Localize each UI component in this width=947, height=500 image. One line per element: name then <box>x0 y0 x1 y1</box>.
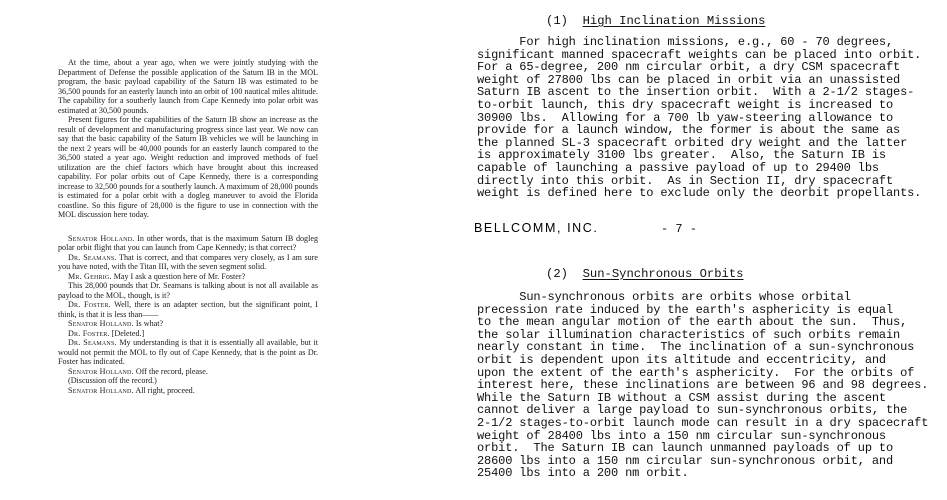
section-2-line: 25400 lbs into a 200 nm orbit. <box>477 466 689 481</box>
section-2-number: (2) <box>546 267 568 281</box>
section-1-body <box>477 36 921 200</box>
speaker-text: Well, there is an adapter section, but the significant point, I think, is that it is less than—— <box>58 300 318 319</box>
section-1-line: weight is defined here to exclude only the deorbit propellants. <box>477 186 922 201</box>
section-1-line: to-orbit launch, this dry spacecraft weight is increased to <box>477 97 894 112</box>
section-2-line: to the mean angular motion of the earth about the sun. Thus, <box>477 315 908 330</box>
transcript-paragraph-1: At the time, about a year ago, when we were jointly studying with the Department of Defense the possible application of the Saturn IB in the MOL program, the basic payload capability of the Saturn IB was estimated to be 36,500 pounds for an easterly launch into an orbit of 100 nautical miles altitude. The capability for a southerly launch from Cape Kennedy into polar orbit was estimated at 30,500 pounds. <box>58 58 318 115</box>
speaker-name: Senator Holland. <box>68 366 134 376</box>
section-2-body <box>477 291 928 480</box>
section-2-line: cannot deliver a large payload to sun-synchronous orbits, the <box>477 403 908 418</box>
section-2-line: nearly constant in time. The inclination of a sun-synchronous <box>477 340 915 355</box>
dialogue-line <box>58 338 318 367</box>
section-2-line: weight of 28400 lbs into a 150 nm circular sun-synchronous <box>477 428 886 443</box>
section-1-line: 30900 lbs. Allowing for a 700 lb yaw-steering allowance to <box>477 110 894 125</box>
speaker-text: May I ask a question here of Mr. Foster? <box>113 271 246 281</box>
speaker-text: My understanding is that it is essentially all available, but it would not permit the MOL to fly out of Cape Kennedy, that is the point as Dr. Foster has indicated. <box>58 338 319 366</box>
speaker-text: All right, proceed. <box>135 385 195 395</box>
speaker-text: [Deleted.] <box>111 328 145 338</box>
speaker-text: Off the record, please. <box>135 366 208 376</box>
section-1-line: the planned SL-3 spacecraft orbited dry weight and the latter <box>477 135 908 150</box>
section-2-line: upon the extent of the earth's asphericity. For the orbits of <box>477 365 915 380</box>
hearing-transcript <box>58 58 318 395</box>
section-1-line: provide for a launch window, the former is about the same as <box>477 123 901 138</box>
dialogue-line <box>58 253 318 272</box>
section-1-line: is approximately 3100 lbs greater. Also, the Saturn IB is <box>477 148 886 163</box>
dialogue-line <box>58 272 318 282</box>
section-1-line: For high inclination missions, e.g., 60 - 70 degrees, <box>477 35 894 49</box>
section-1-line: significant manned spacecraft weights can be placed into orbit. <box>477 47 922 62</box>
section-2-title: Sun-Synchronous Orbits <box>582 267 744 281</box>
left-page <box>0 0 470 500</box>
section-1-heading <box>546 14 765 28</box>
dialogue-line <box>58 376 318 386</box>
speaker-text: This 28,000 pounds that Dr. Seamans is talking about is not all available as payload to the MOL, though, is it? <box>58 281 318 300</box>
section-1-line: directly into this orbit. As in Section II, dry spacecraft <box>477 173 894 188</box>
paragraph-gap <box>58 220 318 234</box>
transcript-paragraph-2: Present figures for the capabilities of the Saturn IB show an increase as the result of development and manufacturing progress since last year. We now can say that the basic capability of the Saturn IB vehicles we will be launching in the next 2 years will be 40,000 pounds for an easterly launch compared to the 36,500 stated a year ago. Weight reduction and improved methods of fuel utilization are the chief factors which have brought about this increased capability. For polar orbits out of Cape Kennedy, there is a corresponding increase to 32,500 pounds for a southerly launch. A maximum of 28,000 pounds is estimated for a polar orbit with a dogleg maneuver to avoid the Florida coastline. So this figure of 28,000 is the figure to use in connection with the MOL discussion here today. <box>58 115 318 219</box>
speaker-name: Dr. Seamans. <box>68 338 117 347</box>
speaker-name: Senator Holland. <box>68 319 134 328</box>
section-2-line: 2-1/2 stages-to-orbit launch mode can result in a dry spacecraft <box>477 415 929 430</box>
section-2-line: interest here, these inclinations are between 96 and 98 degrees. <box>477 378 929 393</box>
section-2-line: While the Saturn IB without a CSM assist during the ascent <box>477 390 886 405</box>
section-2-heading <box>546 267 744 281</box>
speaker-name: Dr. Foster. <box>68 300 111 309</box>
section-2-line: Sun-synchronous orbits are orbits whose orbital <box>477 290 851 304</box>
section-1-line: capable of launching a passive payload of up to 29400 lbs <box>477 160 879 175</box>
section-1-title: High Inclination Missions <box>582 14 766 28</box>
speaker-text: (Discussion off the record.) <box>68 376 157 385</box>
speaker-name: Senator Holland. <box>68 233 135 243</box>
speaker-text: In other words, that is the maximum Saturn IB dogleg polar orbit flight that you can launch from Cape Kennedy; is that correct? <box>58 233 318 252</box>
section-2-line: 28600 lbs into a 150 nm circular sun-synchronous orbit, and <box>477 453 894 468</box>
speaker-name: Dr. Seamans. <box>68 252 117 262</box>
dialogue-line <box>58 367 318 377</box>
speaker-text: Is what? <box>135 319 164 328</box>
section-2-line: orbit. The Saturn IB can launch unmanned payloads of up to <box>477 441 894 456</box>
section-2-line: the solar illumination characteristics of such orbits remain <box>477 327 901 342</box>
dialogue-line <box>58 281 318 300</box>
section-1-line: For a 65-degree, 200 nm circular orbit, a dry CSM spacecraft <box>477 60 901 75</box>
section-2-line: orbit is dependent upon its altitude and eccentricity, and <box>477 352 886 367</box>
section-2-line: precession rate induced by the earth's asphericity is equal <box>477 302 894 317</box>
section-1-number: (1) <box>546 14 568 28</box>
speaker-name: Mr. Gehrig. <box>68 271 112 281</box>
dialogue-line <box>58 329 318 339</box>
page-number: - 7 - <box>661 222 698 236</box>
dialogue-line <box>58 234 318 253</box>
bellcomm-letterhead: BELLCOMM, INC. <box>474 221 599 235</box>
section-1-line: Saturn IB ascent to the insertion orbit. With a 2-1/2 stages- <box>477 85 915 100</box>
section-1-line: weight of 27800 lbs can be placed in orbit via an unassisted <box>477 72 901 87</box>
speaker-name: Senator Holland. <box>68 385 134 395</box>
dialogue-line <box>58 386 318 396</box>
speaker-name: Dr. Foster. <box>68 328 110 338</box>
dialogue-block <box>58 234 318 396</box>
speaker-text: That is correct, and that compares very closely, as I am sure you have noted, with the Titan III, with the seven segment solid. <box>58 252 318 271</box>
dialogue-line <box>58 319 318 329</box>
dialogue-line <box>58 300 318 319</box>
